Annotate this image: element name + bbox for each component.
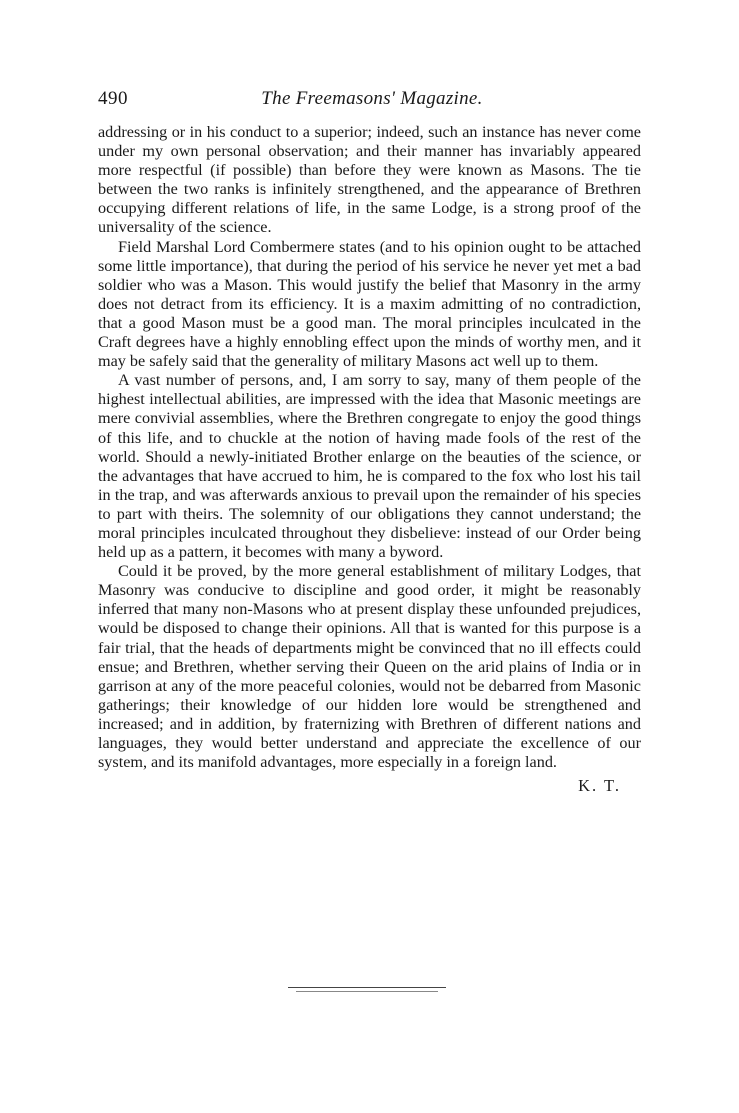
article-body [98, 123, 641, 795]
running-title: The Freemasons' Magazine. [261, 88, 483, 109]
author-signature: K. T. [578, 776, 621, 796]
paragraph-4: Could it be proved, by the more general establishment of military Lodges, that Masonry was conducive to discipline and good order, it might be reasonably inferred that many non-Masons who at present display these unfounded prejudices, would be disposed to change their opinions. All that is wanted for this purpose is a fair trial, that the heads of departments might be convinced that no ill effects could ensue; and Brethren, whether serving their Queen on the arid plains of India or in garrison at any of the more peaceful colonies, would not be debarred from Masonic gatherings; their knowledge of our hidden lore would be strengthened and increased; and in addition, by fraternizing with Brethren of different nations and languages, they would better understand and appreciate the excellence of our system, and its manifold advantages, more especially in a foreign land. [98, 562, 641, 772]
paragraph-2: Field Marshal Lord Combermere states (and to his opinion ought to be attached some little importance), that during the period of his service he never yet met a bad soldier who was a Mason. This would justify the belief that Masonry in the army does not detract from its efficiency. It is a maxim admitting of no contradiction, that a good Mason must be a good man. The moral principles inculcated in the Craft degrees have a highly ennobling effect upon the minds of worthy men, and it may be safely said that the generality of military Masons act well up to them. [98, 237, 641, 371]
paragraph-3: A vast number of persons, and, I am sorry to say, many of them people of the highest intellectual abilities, are impressed with the idea that Masonic meetings are mere convivial assemblies, where the Brethren congregate to enjoy the good things of this life, and to chuckle at the notion of having made fools of the rest of the world. Should a newly-initiated Brother enlarge on the beauties of the science, or the advantages that have accrued to him, he is compared to the fox who lost his tail in the trap, and was afterwards anxious to prevail upon the remainder of his species to part with theirs. The solemnity of our obligations they cannot understand; the moral principles inculcated throughout they disbelieve: instead of our Order being held up as a pattern, it becomes with many a byword. [98, 371, 641, 562]
page-number: 490 [98, 88, 128, 109]
section-divider-rule [288, 987, 446, 988]
paragraph-1: addressing or in his conduct to a superior; indeed, such an instance has never come under my own personal observation; and their manner has invariably appeared more respectful (if possible) than before they were known as Masons. The tie between the two ranks is infinitely strengthened, and the appearance of Brethren occupying different relations of life, in the same Lodge, is a strong proof of the universality of the science. [98, 123, 641, 237]
section-divider-rule-thin [296, 991, 438, 992]
page-header [98, 88, 646, 112]
